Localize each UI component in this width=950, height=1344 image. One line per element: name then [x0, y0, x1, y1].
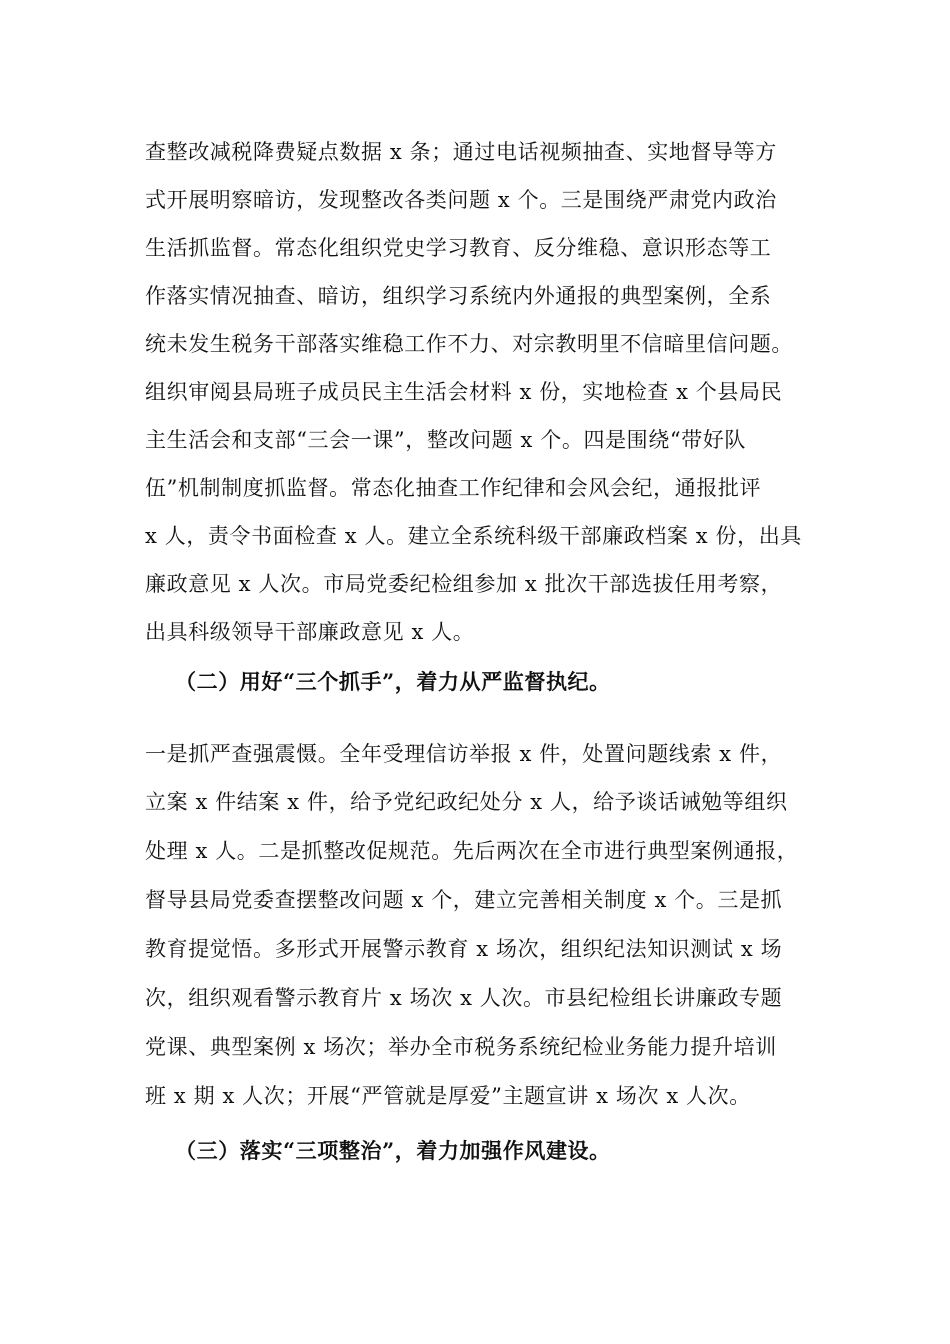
paragraph-line: 教育提觉悟。多形式开展警示教育 x 场次，组织纪法知识测试 x 场: [145, 937, 783, 961]
paragraph-line: 党课、典型案例 x 场次；举办全市税务系统纪检业务能力提升培训: [145, 1035, 777, 1059]
paragraph-line: 班 x 期 x 人次；开展“严管就是厚爱”主题宣讲 x 场次 x 人次。: [145, 1084, 751, 1108]
section-heading: （三）落实“三项整治”，着力加强作风建设。: [175, 1138, 611, 1163]
paragraph-line: 出具科级领导干部廉政意见 x 人。: [145, 620, 475, 644]
section-heading: （二）用好“三个抓手”，着力从严监督执纪。: [175, 669, 611, 694]
paragraph-line: 主生活会和支部“三会一课”，整改问题 x 个。四是围绕“带好队: [145, 428, 746, 452]
paragraph-line: 次，组织观看警示教育片 x 场次 x 人次。市县纪检组长讲廉政专题: [145, 986, 783, 1010]
paragraph-line: 统未发生税务干部落实维稳工作不力、对宗教明里不信暗里信问题。: [145, 332, 793, 356]
paragraph-line: 一是抓严查强震慑。全年受理信访举报 x 件，处置问题线索 x 件，: [145, 742, 783, 766]
paragraph-line: 处理 x 人。二是抓整改促规范。先后两次在全市进行典型案例通报，: [145, 839, 799, 863]
paragraph-line: 组织审阅县局班子成员民主生活会材料 x 份，实地检查 x 个县局民: [145, 380, 783, 404]
paragraph-line: 立案 x 件结案 x 件，给予党纪政纪处分 x 人，给予谈话诫勉等组织: [145, 790, 788, 814]
paragraph-line: x 人，责令书面检查 x 人。建立全系统科级干部廉政档案 x 份，出具: [145, 524, 802, 548]
paragraph-line: 作落实情况抽查、暗访，组织学习系统内外通报的典型案例，全系: [145, 284, 772, 308]
paragraph-line: 督导县局党委查摆整改问题 x 个，建立完善相关制度 x 个。三是抓: [145, 888, 783, 912]
paragraph-line: 廉政意见 x 人次。市局党委纪检组参加 x 批次干部选拔任用考察，: [145, 572, 783, 596]
paragraph-line: 生活抓监督。常态化组织党史学习教育、反分维稳、意识形态等工: [145, 236, 772, 260]
paragraph-line: 式开展明察暗访，发现整改各类问题 x 个。三是围绕严肃党内政治: [145, 188, 777, 212]
paragraph-line: 伍”机制制度抓监督。常态化抽查工作纪律和会风会纪，通报批评: [145, 476, 762, 500]
paragraph-line: 查整改减税降费疑点数据 x 条；通过电话视频抽查、实地督导等方: [145, 140, 777, 164]
